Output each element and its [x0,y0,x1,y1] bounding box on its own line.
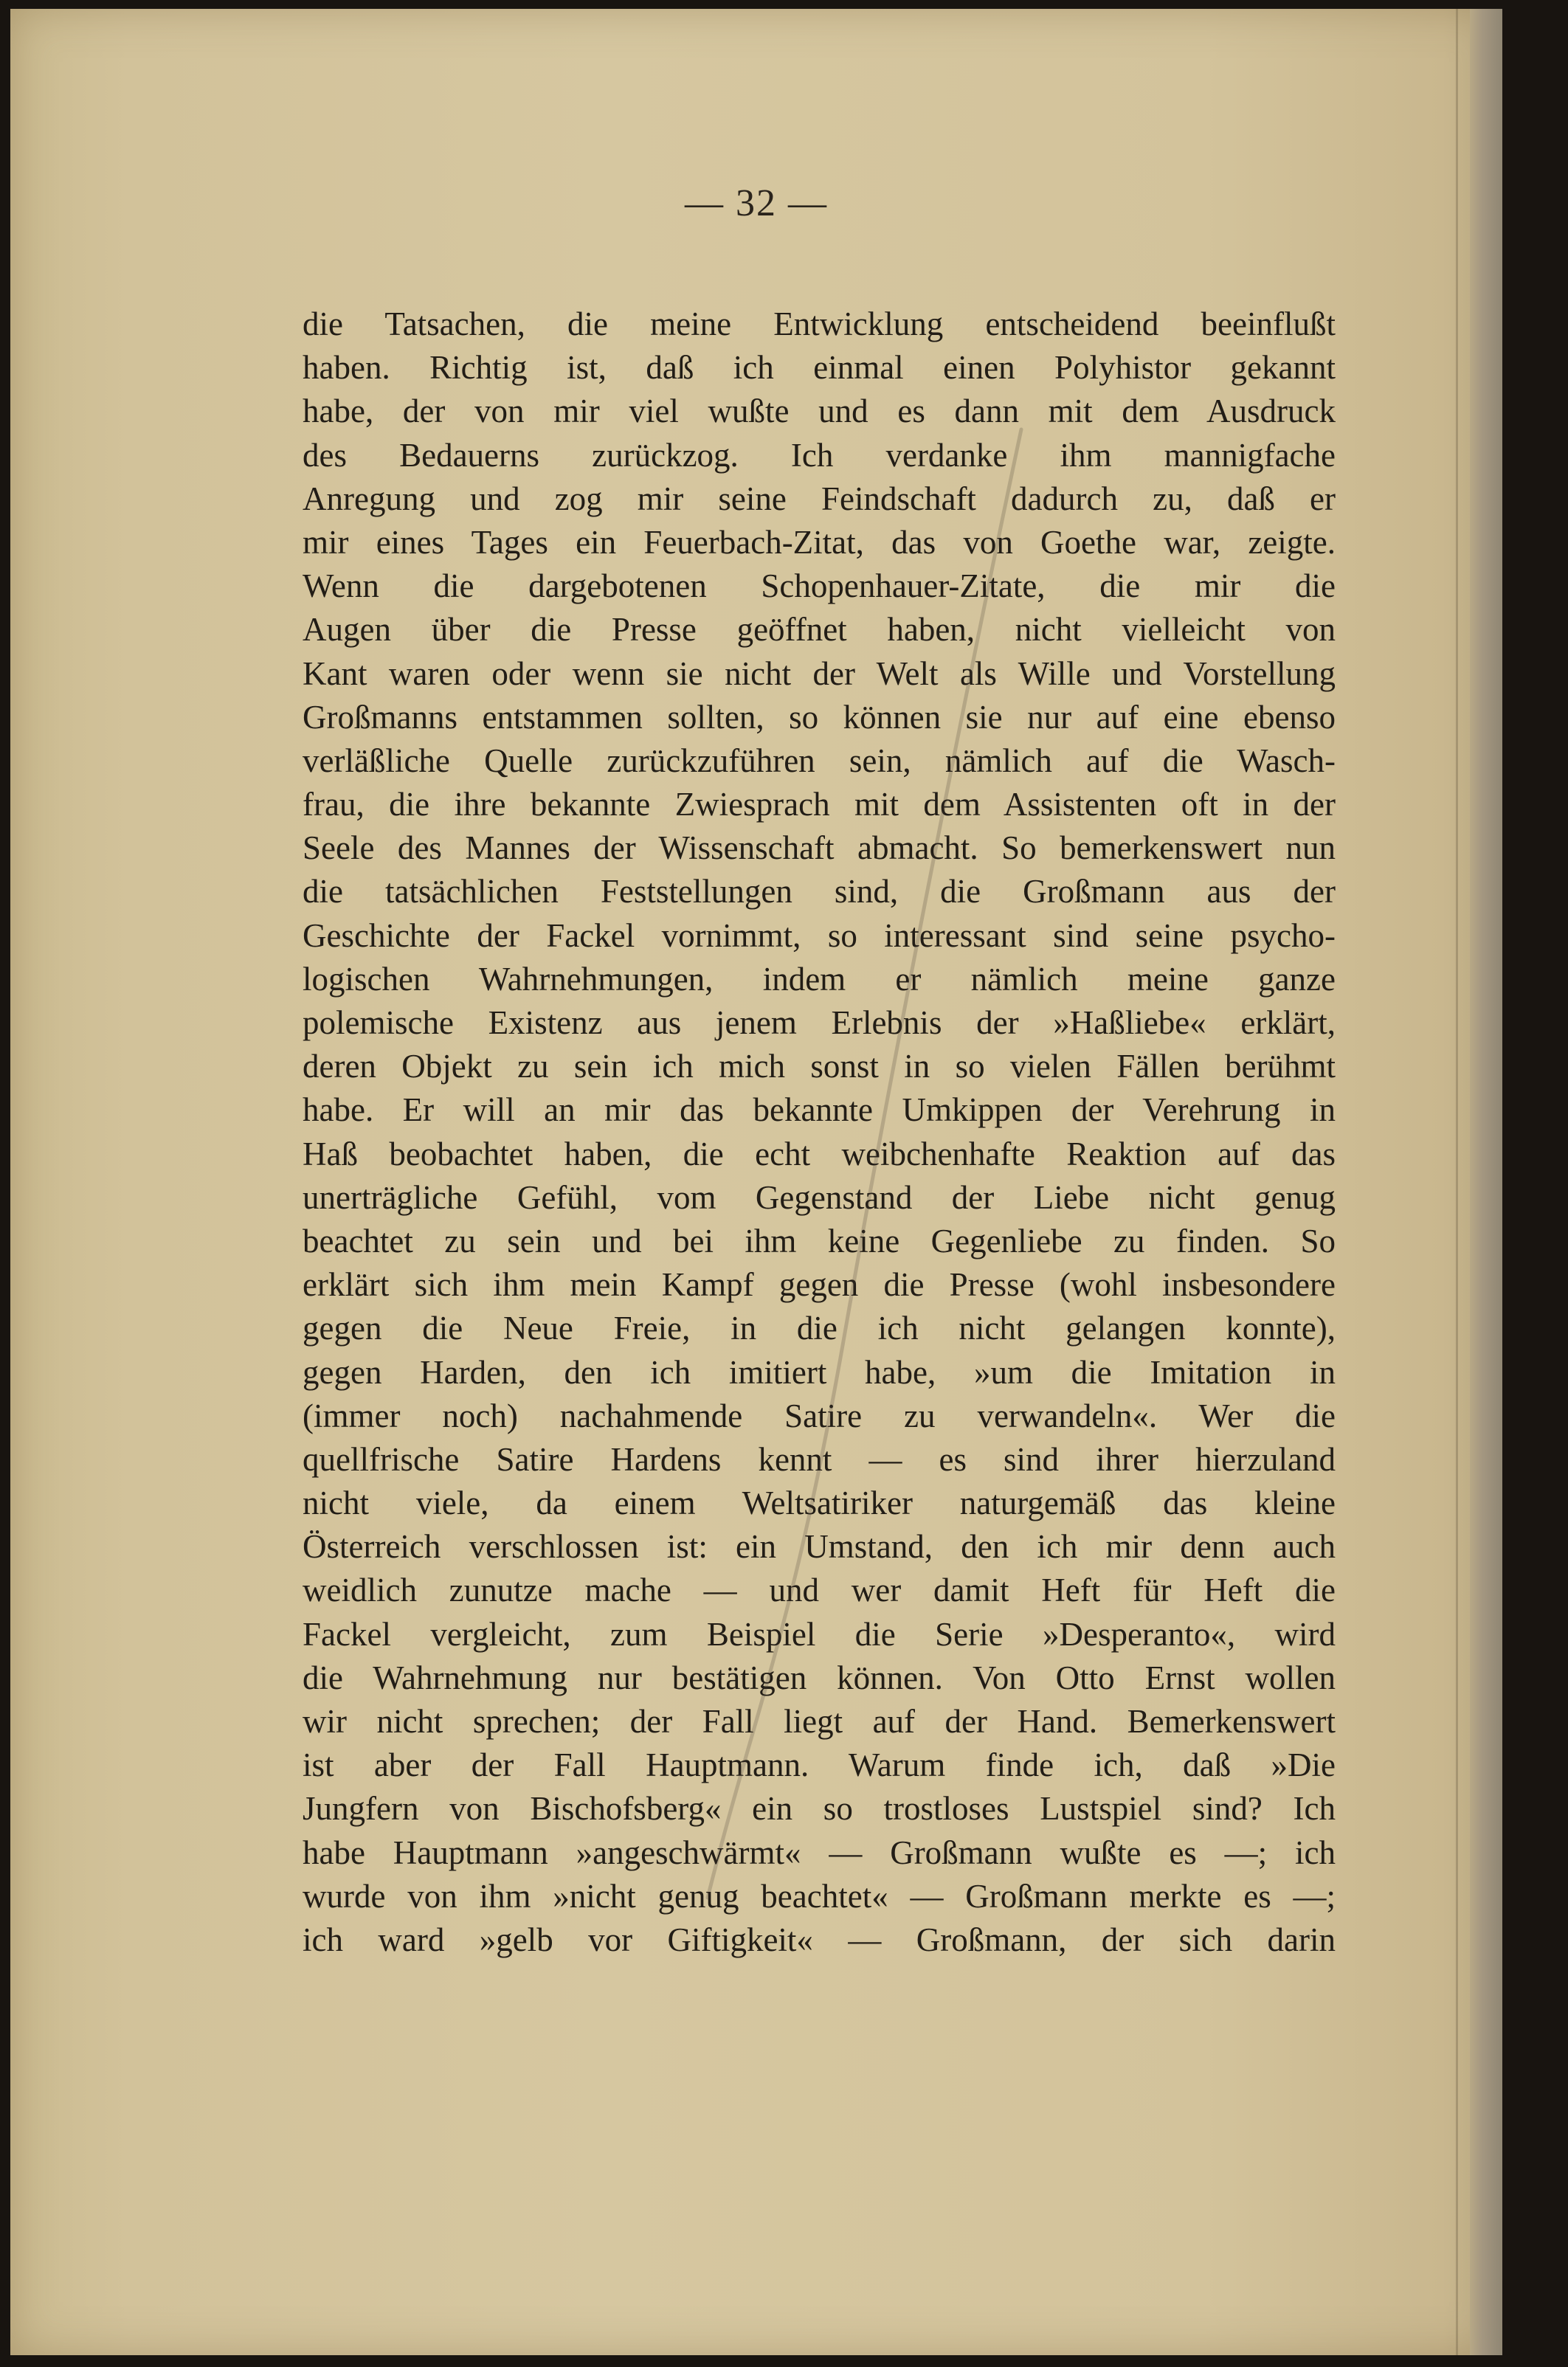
text-line: Kant waren oder wenn sie nicht der Welt als Wille und Vorstellung [303,654,1336,692]
text-line: Geschichte der Fackel vornimmt, so interessant sind seine psycho- [303,916,1336,954]
text-line: Jungfern von Bischofsberg« ein so trostloses Lustspiel sind? Ich [303,1790,1336,1828]
text-line: nicht viele, da einem Weltsatiriker naturgemäß das kleine [303,1485,1336,1522]
text-line: des Bedauerns zurückzog. Ich verdanke ihm mannigfache [303,436,1336,474]
text-line: logischen Wahrnehmungen, indem er nämlich meine ganze [303,960,1336,998]
text-line: Anregung und zog mir seine Feindschaft dadurch zu, daß er [303,480,1336,517]
page-number: — 32 — [685,182,828,224]
text-line: die Wahrnehmung nur bestätigen können. Von Otto Ernst wollen [303,1659,1336,1696]
text-line: mir eines Tages ein Feuerbach-Zitat, das von Goethe war, zeigte. [303,523,1336,561]
text-line: Fackel vergleicht, zum Beispiel die Serie »Desperanto«, wird [303,1615,1336,1653]
text-line: gegen Harden, den ich imitiert habe, »um die Imitation in [303,1353,1336,1391]
text-line: Haß beobachtet haben, die echt weibchenhafte Reaktion auf das [303,1135,1336,1172]
text-line: Augen über die Presse geöffnet haben, nicht vielleicht von [303,611,1336,649]
text-line: habe Hauptmann »angeschwärmt« — Großmann wußte es —; ich [303,1834,1336,1871]
ink-pencil-stroke [10,9,1502,2355]
text-line: polemische Existenz aus jenem Erlebnis der »Haßliebe« erklärt, [303,1004,1336,1041]
text-line: ich ward »gelb vor Giftigkeit« — Großmann, der sich darin [303,1921,1336,1958]
text-line: ist aber der Fall Hauptmann. Warum finde ich, daß »Die [303,1746,1336,1784]
text-line: Wenn die dargebotenen Schopenhauer-Zitate, die mir die [303,567,1336,605]
paper-sheet [10,9,1502,2355]
text-line: haben. Richtig ist, daß ich einmal einen Polyhistor gekannt [303,349,1336,387]
text-line: wir nicht sprechen; der Fall liegt auf der Hand. Bemerkenswert [303,1703,1336,1740]
text-line: wurde von ihm »nicht genug beachtet« — Großmann merkte es —; [303,1877,1336,1915]
text-line: erklärt sich ihm mein Kampf gegen die Presse (wohl insbesondere [303,1266,1336,1304]
text-line: frau, die ihre bekannte Zwiesprach mit dem Assistenten oft in der [303,786,1336,823]
text-line: habe. Er will an mir das bekannte Umkippen der Verehrung in [303,1091,1336,1129]
text-line: habe, der von mir viel wußte und es dann mit dem Ausdruck [303,393,1336,430]
text-line: Großmanns entstammen sollten, so können sie nur auf eine ebenso [303,698,1336,736]
text-line: die tatsächlichen Feststellungen sind, die Großmann aus der [303,873,1336,910]
text-line: gegen die Neue Freie, in die ich nicht gelangen konnte), [303,1310,1336,1347]
text-line: Österreich verschlossen ist: ein Umstand, den ich mir denn auch [303,1528,1336,1566]
text-line: deren Objekt zu sein ich mich sonst in so vielen Fällen berühmt [303,1048,1336,1085]
text-line: unerträgliche Gefühl, vom Gegenstand der Liebe nicht genug [303,1178,1336,1216]
text-line: Seele des Mannes der Wissenschaft abmacht. So bemerkenswert nun [303,829,1336,867]
text-line: (immer noch) nachahmende Satire zu verwandeln«. Wer die [303,1397,1336,1434]
text-line: beachtet zu sein und bei ihm keine Gegenliebe zu finden. So [303,1222,1336,1259]
text-line: weidlich zunutze mache — und wer damit Heft für Heft die [303,1572,1336,1609]
text-line: quellfrische Satire Hardens kennt — es sind ihrer hierzuland [303,1440,1336,1478]
text-line: verläßliche Quelle zurückzuführen sein, nämlich auf die Wasch- [303,742,1336,779]
text-line: die Tatsachen, die meine Entwicklung entscheidend beeinflußt [303,305,1336,342]
